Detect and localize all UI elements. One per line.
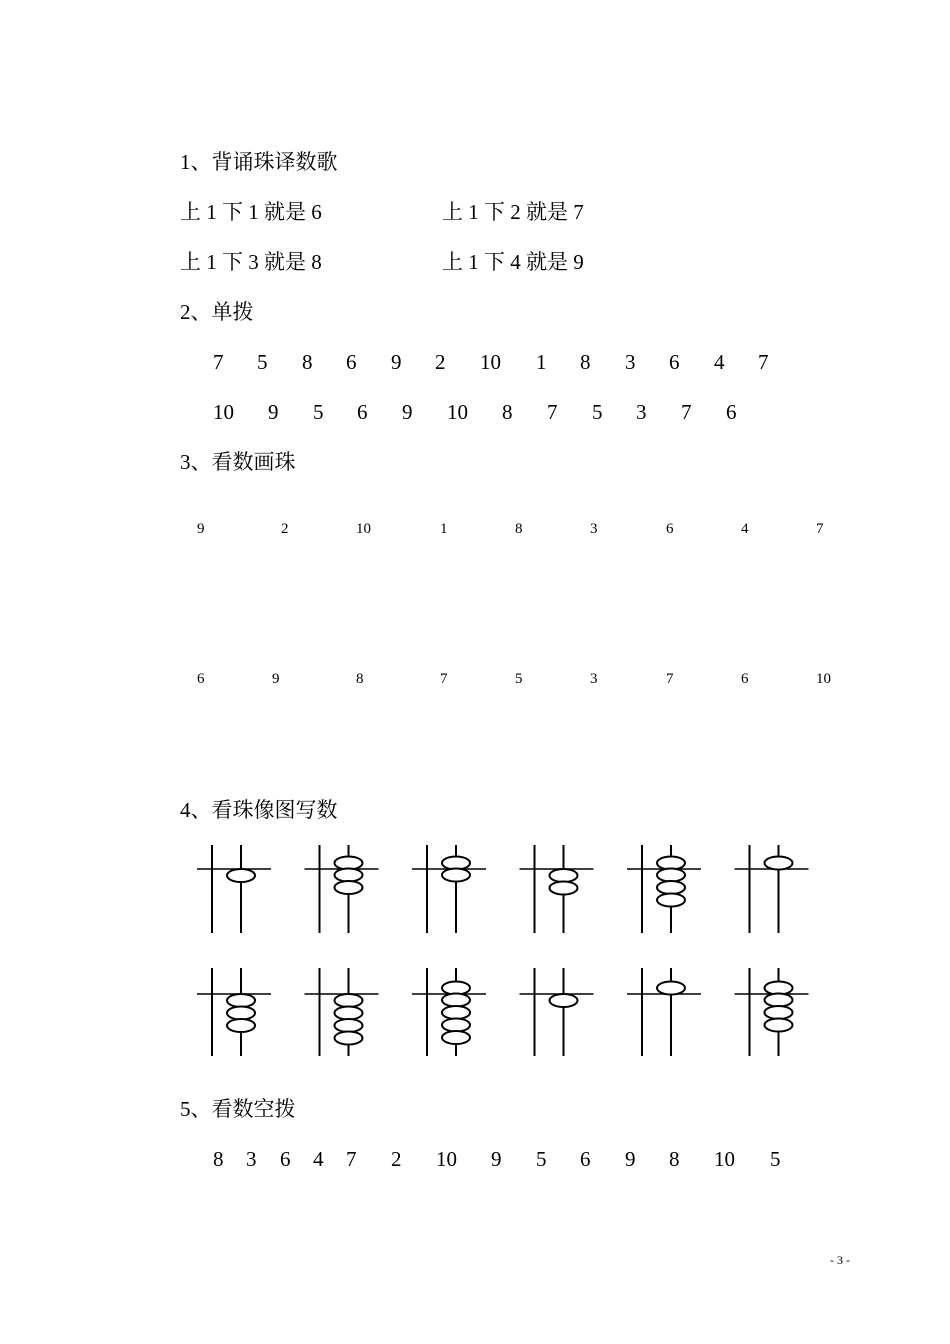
page-number: - 3 - bbox=[830, 1253, 850, 1267]
number: 5 bbox=[592, 400, 603, 424]
number: 4 bbox=[313, 1147, 324, 1171]
number: 8 bbox=[213, 1147, 224, 1171]
abacus-figure bbox=[735, 968, 809, 1056]
number: 3 bbox=[625, 350, 636, 374]
abacus-figure bbox=[627, 968, 701, 1056]
number: 6 bbox=[726, 400, 737, 424]
number: 3 bbox=[636, 400, 647, 424]
number: 6 bbox=[666, 521, 674, 537]
number: 4 bbox=[741, 521, 749, 537]
lower-bead bbox=[657, 894, 685, 907]
lower-bead bbox=[335, 1032, 363, 1045]
section-4-heading: 4、看珠像图写数 bbox=[180, 798, 338, 822]
rhyme-line: 上 1 下 2 就是 7 bbox=[442, 200, 584, 224]
number: 3 bbox=[246, 1147, 257, 1171]
number: 7 bbox=[816, 521, 824, 537]
number: 4 bbox=[714, 350, 725, 374]
number: 9 bbox=[491, 1147, 502, 1171]
number: 3 bbox=[590, 521, 598, 537]
number: 5 bbox=[536, 1147, 547, 1171]
lower-bead bbox=[550, 869, 578, 882]
abacus-figure bbox=[197, 968, 271, 1056]
lower-bead bbox=[227, 1007, 255, 1020]
number: 8 bbox=[580, 350, 591, 374]
number: 6 bbox=[280, 1147, 291, 1171]
number: 8 bbox=[502, 400, 513, 424]
lower-bead bbox=[442, 994, 470, 1007]
number: 6 bbox=[741, 671, 749, 687]
number: 2 bbox=[391, 1147, 402, 1171]
number: 6 bbox=[669, 350, 680, 374]
number: 9 bbox=[268, 400, 279, 424]
number: 9 bbox=[197, 521, 205, 537]
lower-bead bbox=[657, 881, 685, 894]
number: 2 bbox=[281, 521, 289, 537]
number: 5 bbox=[770, 1147, 781, 1171]
number: 10 bbox=[480, 350, 501, 374]
number: 6 bbox=[197, 671, 205, 687]
lower-bead bbox=[335, 881, 363, 894]
lower-bead bbox=[765, 994, 793, 1007]
section-1-heading: 1、背诵珠译数歌 bbox=[180, 150, 338, 174]
abacus-figure bbox=[412, 845, 486, 933]
section-3-heading: 3、看数画珠 bbox=[180, 450, 296, 474]
abacus-figure bbox=[735, 845, 809, 933]
number: 1 bbox=[440, 521, 448, 537]
number: 7 bbox=[440, 671, 448, 687]
rhyme-line: 上 1 下 1 就是 6 bbox=[180, 200, 322, 224]
abacus-figure bbox=[305, 968, 379, 1056]
number: 2 bbox=[435, 350, 446, 374]
number: 9 bbox=[402, 400, 413, 424]
lower-bead bbox=[550, 882, 578, 895]
lower-bead bbox=[442, 1019, 470, 1032]
number: 10 bbox=[447, 400, 468, 424]
number: 10 bbox=[816, 671, 831, 687]
number: 10 bbox=[714, 1147, 735, 1171]
number: 8 bbox=[669, 1147, 680, 1171]
lower-bead bbox=[227, 1019, 255, 1032]
number: 7 bbox=[346, 1147, 357, 1171]
number: 8 bbox=[356, 671, 364, 687]
number: 6 bbox=[346, 350, 357, 374]
lower-bead bbox=[442, 1031, 470, 1044]
number: 3 bbox=[590, 671, 598, 687]
rhyme-line: 上 1 下 3 就是 8 bbox=[180, 250, 322, 274]
number: 5 bbox=[313, 400, 324, 424]
lower-bead bbox=[335, 869, 363, 882]
lower-bead bbox=[335, 1019, 363, 1032]
number: 9 bbox=[625, 1147, 636, 1171]
abacus-figure bbox=[197, 845, 271, 933]
number: 5 bbox=[515, 671, 523, 687]
number: 8 bbox=[302, 350, 313, 374]
number: 7 bbox=[758, 350, 769, 374]
number: 6 bbox=[580, 1147, 591, 1171]
number: 9 bbox=[272, 671, 280, 687]
lower-bead bbox=[442, 869, 470, 882]
upper-bead bbox=[765, 857, 793, 870]
number: 7 bbox=[681, 400, 692, 424]
rhyme-line: 上 1 下 4 就是 9 bbox=[442, 250, 584, 274]
lower-bead bbox=[550, 994, 578, 1007]
abacus-figure bbox=[520, 845, 594, 933]
number: 7 bbox=[213, 350, 224, 374]
number: 8 bbox=[515, 521, 523, 537]
abacus-figure bbox=[305, 845, 379, 933]
number: 7 bbox=[547, 400, 558, 424]
lower-bead bbox=[657, 869, 685, 882]
section-5-heading: 5、看数空拨 bbox=[180, 1097, 296, 1121]
lower-bead bbox=[765, 1019, 793, 1032]
section-2-heading: 2、单拨 bbox=[180, 300, 254, 324]
abacus-figure bbox=[412, 968, 486, 1056]
number: 1 bbox=[536, 350, 547, 374]
lower-bead bbox=[442, 1006, 470, 1019]
number: 10 bbox=[436, 1147, 457, 1171]
lower-bead bbox=[227, 869, 255, 882]
lower-bead bbox=[765, 1006, 793, 1019]
abacus-figure bbox=[520, 968, 594, 1056]
abacus-figure bbox=[627, 845, 701, 933]
number: 5 bbox=[257, 350, 268, 374]
number: 7 bbox=[666, 671, 674, 687]
number: 6 bbox=[357, 400, 368, 424]
number: 9 bbox=[391, 350, 402, 374]
number: 10 bbox=[356, 521, 371, 537]
lower-bead bbox=[227, 994, 255, 1007]
lower-bead bbox=[335, 1007, 363, 1020]
lower-bead bbox=[335, 994, 363, 1007]
upper-bead bbox=[657, 982, 685, 995]
number: 10 bbox=[213, 400, 234, 424]
